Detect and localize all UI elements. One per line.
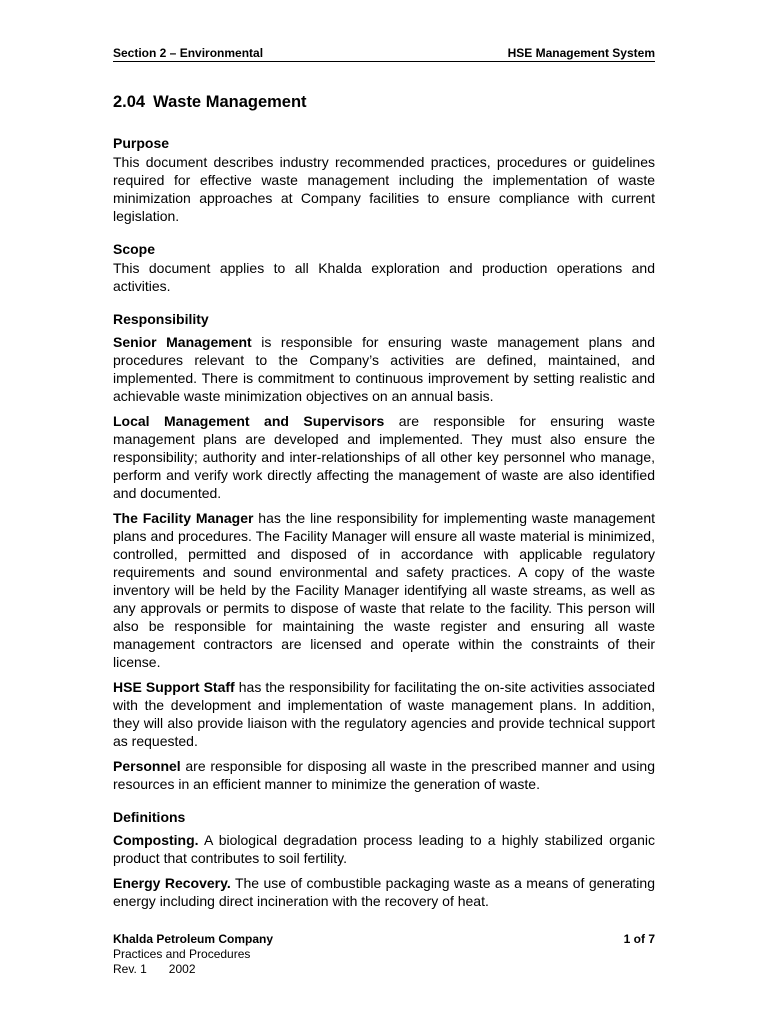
responsibility-personnel (113, 757, 655, 793)
definition-term: Composting. (113, 832, 199, 848)
footer-revision: Rev. 1 (113, 962, 147, 976)
definition-text: The use of combustible packaging waste as a means of generating energy including direct incineration with the recovery of heat. (113, 875, 655, 909)
definition-text: A biological degradation process leading to a highly stabilized organic product that contributes to soil fertility. (113, 832, 655, 866)
responsibility-text: are responsible for ensuring waste management plans are developed and implemented. They must also ensure the responsibility; authority and inter-relationships of all other key personnel who manage, perform and verify work directly affecting the management of waste are also identified and documented. (113, 413, 655, 501)
responsibility-text: has the responsibility for facilitating the on-site activities associated with the development and implementation of waste management plans. In addition, they will also provide liaison with the regulatory agencies and provide technical support as requested. (113, 679, 655, 749)
responsibility-senior-management (113, 333, 655, 405)
responsibility-term: Local Management and Supervisors (113, 413, 385, 429)
purpose-paragraph: This document describes industry recommended practices, procedures or guidelines required for effective waste management including the implementation of waste minimization approaches at Company facilities to ensure compliance with current legislation. (113, 154, 655, 224)
responsibility-term: Personnel (113, 758, 181, 774)
responsibility-heading: Responsibility (113, 311, 209, 327)
responsibility-text: has the line responsibility for implementing waste management plans and procedures. The Facility Manager will ensure all waste material is minimized, controlled, permitted and disposed of in accordance with applicable regulatory requirements and sound environmental and safety practices. A copy of the waste inventory will be held by the Facility Manager identifying all waste streams, as well as any approvals or permits to dispose of waste that relate to the facility. This person will also be responsible for maintaining the waste register and ensuring all waste management contractors are licensed and operate within the constraints of their license. (113, 510, 655, 670)
section-title: Waste Management (153, 93, 307, 111)
footer-subtitle: Practices and Procedures (113, 947, 251, 961)
document-body (113, 133, 655, 910)
section-number: 2.04 (113, 93, 146, 111)
definition-composting (113, 831, 655, 867)
responsibility-term: HSE Support Staff (113, 679, 235, 695)
responsibility-text: is responsible for ensuring waste management plans and procedures relevant to the Company’s activities are defined, maintained, and implemented. There is commitment to continuous improvement by setting realistic and achievable waste minimization objectives on an annual basis. (113, 334, 656, 404)
responsibility-term: The Facility Manager (113, 510, 254, 526)
page-number: 1 of 7 (623, 932, 655, 946)
scope-heading: Scope (113, 241, 156, 257)
purpose-heading: Purpose (113, 135, 170, 151)
responsibility-hse-support-staff (113, 678, 655, 750)
header-system-label: HSE Management System (507, 46, 655, 60)
responsibility-term: Senior Management (113, 334, 252, 350)
footer-year: 2002 (168, 962, 196, 976)
header-section-label: Section 2 – Environmental (113, 46, 264, 60)
responsibility-text: are responsible for disposing all waste in the prescribed manner and using resources in an efficient manner to minimize the generation of waste. (113, 758, 655, 792)
footer-company: Khalda Petroleum Company (113, 932, 274, 946)
definition-energy-recovery (113, 874, 655, 910)
page-footer (113, 932, 655, 977)
footer-revision-line (113, 962, 655, 977)
definition-term: Energy Recovery. (113, 875, 231, 891)
responsibility-facility-manager (113, 509, 655, 671)
definitions-heading: Definitions (113, 809, 186, 825)
responsibility-local-management (113, 412, 655, 502)
document-page (113, 0, 655, 1024)
page-title (113, 93, 307, 112)
page-header (113, 45, 655, 62)
scope-paragraph: This document applies to all Khalda exploration and production operations and activities. (113, 260, 655, 294)
